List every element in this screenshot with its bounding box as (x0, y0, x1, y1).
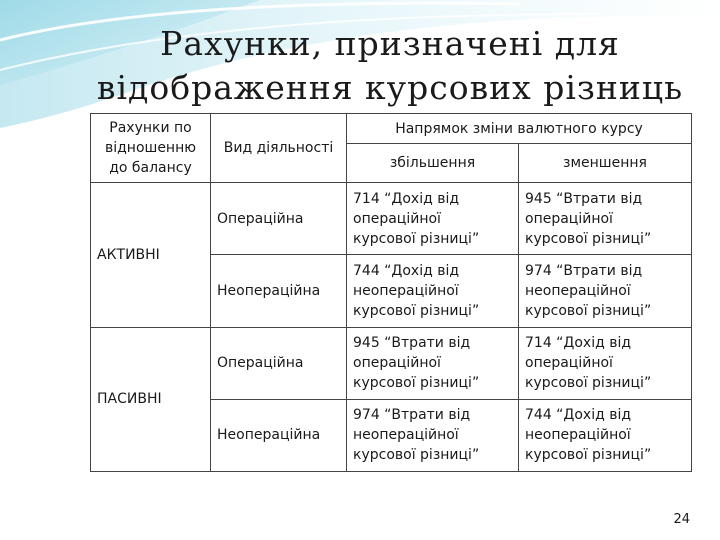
activity-cell: Неопераційна (211, 255, 347, 327)
group-label-active: АКТИВНІ (91, 183, 211, 327)
increase-cell: 744 “Дохід від неопераційної курсової різниці” (347, 255, 519, 327)
group-label-passive: ПАСИВНІ (91, 327, 211, 471)
title-line-2: відображення курсових різниць (96, 68, 684, 107)
activity-cell: Неопераційна (211, 399, 347, 471)
decrease-cell: 974 “Втрати від неопераційної курсової різниці” (519, 255, 692, 327)
header-increase: збільшення (347, 144, 519, 183)
activity-cell: Операційна (211, 327, 347, 399)
decrease-cell: 945 “Втрати від операційної курсової різниці” (519, 183, 692, 255)
header-activity: Вид діяльності (211, 114, 347, 183)
increase-cell: 714 “Дохід від операційної курсової різниці” (347, 183, 519, 255)
page-title (70, 22, 710, 110)
decrease-cell: 714 “Дохід від операційної курсової різниці” (519, 327, 692, 399)
header-decrease: зменшення (519, 144, 692, 183)
increase-cell: 974 “Втрати від неопераційної курсової різниці” (347, 399, 519, 471)
increase-cell: 945 “Втрати від операційної курсової різниці” (347, 327, 519, 399)
table-row (91, 183, 692, 255)
exchange-differences-table (90, 113, 692, 472)
header-direction: Напрямок зміни валютного курсу (347, 114, 692, 144)
header-accounts: Рахунки по відношенню до балансу (91, 114, 211, 183)
title-line-1: Рахунки, призначені для (160, 24, 620, 63)
table-row (91, 327, 692, 399)
page-number: 24 (673, 512, 690, 527)
decrease-cell: 744 “Дохід від неопераційної курсової різниці” (519, 399, 692, 471)
activity-cell: Операційна (211, 183, 347, 255)
